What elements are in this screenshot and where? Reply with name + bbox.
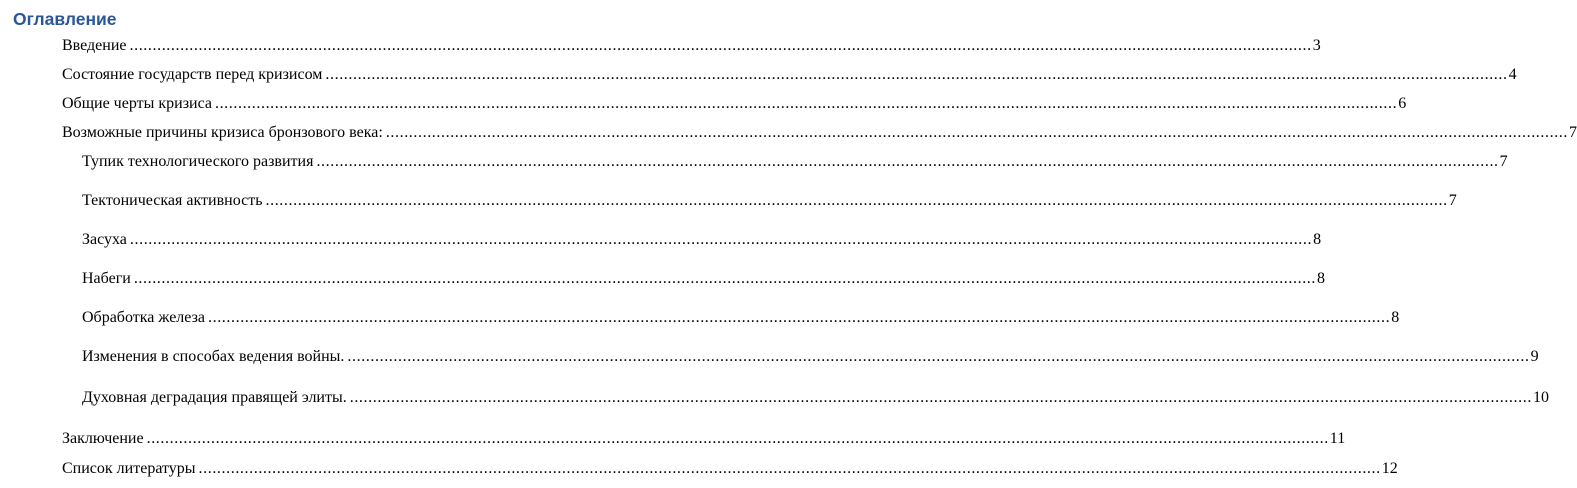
toc-leader-dots: ................................................................................................................................................................................................................................................................. — [129, 231, 1313, 248]
toc-leader-dots: ................................................................................................................................................................................................................................................................. — [265, 192, 1448, 209]
toc-leader-dots: ................................................................................................................................................................................................................................................................. — [214, 95, 1398, 112]
toc-page-number: 6 — [1398, 95, 1407, 112]
toc-entry-label: Тупик технологического развития — [82, 153, 314, 170]
toc-entry-label: Введение — [62, 37, 127, 54]
toc-entry-technology-dead-end[interactable] — [82, 152, 1508, 172]
toc-entry-label: Список литературы — [62, 460, 196, 477]
toc-entry-raids[interactable] — [82, 269, 1326, 289]
toc-page-number: 4 — [1508, 66, 1517, 83]
toc-leader-dots: ................................................................................................................................................................................................................................................................. — [325, 66, 1508, 83]
toc-leader-dots: ................................................................................................................................................................................................................................................................. — [208, 309, 1391, 326]
toc-page-number: 8 — [1391, 309, 1400, 326]
toc-entry-warfare-changes[interactable] — [82, 347, 1539, 367]
toc-entry-introduction[interactable] — [62, 36, 1321, 56]
toc-entry-conclusion[interactable] — [62, 429, 1346, 449]
toc-page-number: 7 — [1569, 124, 1577, 141]
toc-entry-drought[interactable] — [82, 230, 1322, 250]
toc-entry-label: Возможные причины кризиса бронзового века: — [62, 124, 383, 141]
toc-page-number: 12 — [1381, 460, 1398, 477]
toc-page-number: 7 — [1448, 192, 1457, 209]
toc-entry-state-before-crisis[interactable] — [62, 65, 1517, 85]
toc-page-number: 7 — [1499, 153, 1508, 170]
toc-entry-label: Набеги — [82, 270, 131, 287]
toc-leader-dots: ................................................................................................................................................................................................................................................................. — [347, 348, 1530, 365]
toc-leader-dots: ................................................................................................................................................................................................................................................................. — [129, 37, 1312, 54]
toc-leader-dots: ................................................................................................................................................................................................................................................................. — [349, 389, 1532, 406]
toc-page-number: 10 — [1532, 389, 1549, 406]
toc-title: Оглавление — [13, 9, 117, 29]
toc-entry-tectonic-activity[interactable] — [82, 191, 1457, 211]
toc-leader-dots: ................................................................................................................................................................................................................................................................. — [198, 460, 1381, 477]
toc-entry-label: Засуха — [82, 231, 127, 248]
toc-leader-dots: ................................................................................................................................................................................................................................................................. — [133, 270, 1317, 287]
toc-page-number: 9 — [1530, 348, 1539, 365]
toc-entry-possible-causes[interactable] — [62, 123, 1577, 143]
toc-entry-common-features[interactable] — [62, 94, 1407, 114]
toc-entry-label: Состояние государств перед кризисом — [62, 66, 323, 83]
toc-entry-label: Общие черты кризиса — [62, 95, 212, 112]
toc-entry-label: Обработка железа — [82, 309, 205, 326]
toc-page-number: 8 — [1313, 231, 1322, 248]
toc-leader-dots: ................................................................................................................................................................................................................................................................. — [146, 430, 1329, 447]
toc-entry-label: Духовная деградация правящей элиты. — [82, 389, 347, 406]
toc-page-number: 8 — [1317, 270, 1326, 287]
toc-entry-label: Тектоническая активность — [82, 192, 263, 209]
toc-leader-dots: ................................................................................................................................................................................................................................................................. — [385, 124, 1569, 141]
toc-leader-dots: ................................................................................................................................................................................................................................................................. — [316, 153, 1499, 170]
toc-page-number: 11 — [1329, 430, 1346, 447]
toc-entry-label: Заключение — [62, 430, 144, 447]
toc-entry-iron-working[interactable] — [82, 308, 1400, 328]
toc-entry-bibliography[interactable] — [62, 459, 1398, 479]
toc-entry-label: Изменения в способах ведения войны. — [82, 348, 345, 365]
toc-entry-elite-degradation[interactable] — [82, 388, 1549, 408]
toc-page-number: 3 — [1312, 37, 1321, 54]
